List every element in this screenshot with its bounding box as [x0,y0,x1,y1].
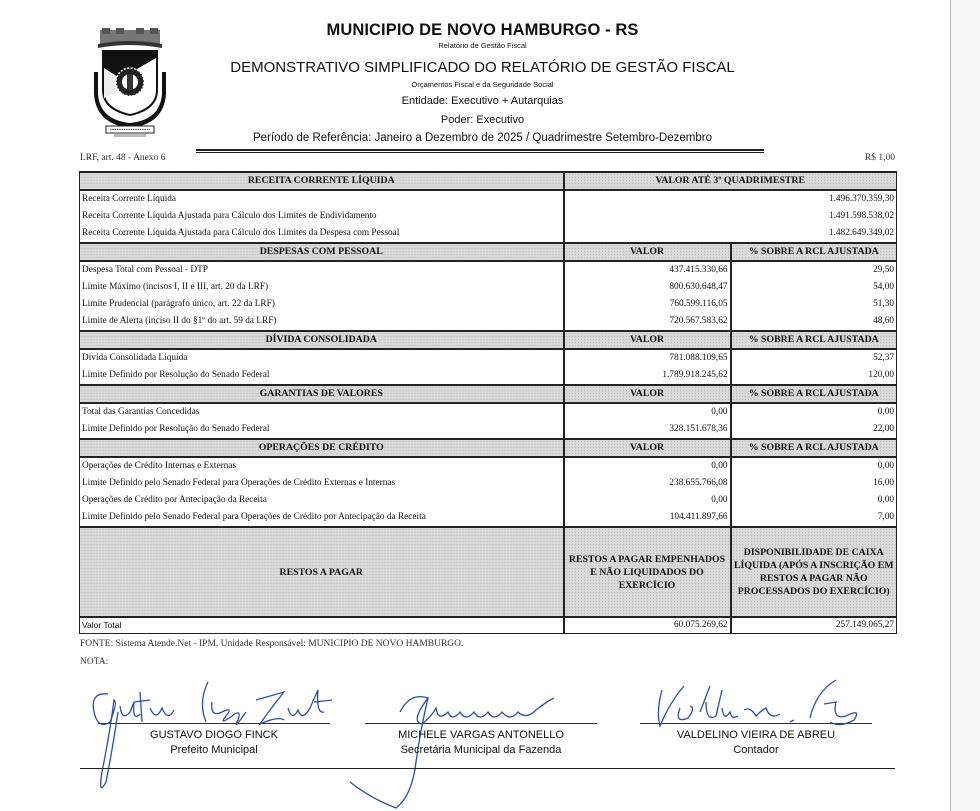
row-label: Limite Definido por Resolução do Senado Federal [80,421,564,439]
col-empenhados-header: RESTOS A PAGAR EMPENHADOS E NÃO LIQUIDADOS DO EXERCÍCIO [564,527,731,617]
section-header-restos [80,527,897,617]
col-pct-header: % SOBRE A RCL AJUSTADA [731,385,897,403]
row-label: Receita Corrente Líquida Ajustada para Cálculo dos Limites de Endividamento [80,208,564,225]
signature-block-2 [365,728,597,758]
table-row [80,457,897,475]
row-value: 760.599.116,05 [564,296,731,313]
garantias-header: GARANTIAS DE VALORES [80,385,564,403]
total-disponibilidade: 257.149.065,27 [731,617,897,634]
row-label: Receita Corrente Líquida [80,190,564,208]
table-row [80,313,897,331]
signature-valdelino-icon [640,672,890,732]
row-value: 1.482.649.349,02 [564,225,897,243]
row-label: Total das Garantias Concedidas [80,403,564,421]
table-row [80,349,897,367]
row-label: Receita Corrente Líquida Ajustada para Cálculo dos Limites da Despesa com Pessoal [80,225,564,243]
fiscal-report-table [79,171,897,634]
row-value: 0,00 [564,457,731,475]
row-label: Limite Definido por Resolução do Senado Federal [80,367,564,385]
header-divider [196,149,764,153]
signer-name: GUSTAVO DIOGO FINCK [150,729,278,741]
row-label: Despesa Total com Pessoal - DTP [80,261,564,279]
table-row [80,279,897,296]
row-value: 1.491.598.538,02 [564,208,897,225]
row-pct: 52,37 [731,349,897,367]
table-row [80,403,897,421]
viewer-margin [950,0,980,811]
currency-unit: R$ 1,00 [864,153,895,163]
row-label: Operações de Crédito por Antecipação da Receita [80,492,564,509]
section-header-rcl [80,172,897,190]
operacoes-header: OPERAÇÕES DE CRÉDITO [80,439,564,457]
row-pct: 54,00 [731,279,897,296]
municipality-title: MUNICIPIO DE NOVO HAMBURGO - RS [326,21,639,39]
row-value: 1.789.918.245,62 [564,367,731,385]
col-valor-header: VALOR [564,385,731,403]
row-value: 800.630.648,47 [564,279,731,296]
row-pct: 0,00 [731,403,897,421]
row-value: 0,00 [564,403,731,421]
table-row [80,190,897,208]
rcl-header: RECEITA CORRENTE LÍQUIDA [80,172,564,190]
col-disponibilidade-header: DISPONIBILIDADE DE CAIXA LÍQUIDA (APÓS A INSCRIÇÃO EM RESTOS A PAGAR NÃO PROCESSADOS DO EXERCÍCIO) [731,527,897,617]
table-row [80,421,897,439]
power-label: Poder: Executivo [440,114,525,126]
table-row [80,509,897,527]
row-value: 720.567.583,62 [564,313,731,331]
col-pct-header: % SOBRE A RCL AJUSTADA [731,439,897,457]
col-valor-header: VALOR [564,243,731,261]
total-empenhados: 60.075.269,62 [564,617,731,634]
section-header-divida [80,331,897,349]
budgets-subtitle: Orçamentos Fiscal e da Seguridade Social [411,80,554,89]
row-pct: 120,00 [731,367,897,385]
table-row [80,208,897,225]
document-title: DEMONSTRATIVO SIMPLIFICADO DO RELATÓRIO DE GESTÃO FISCAL [230,59,735,76]
signer-role: Prefeito Municipal [170,744,258,756]
row-label: Limite Prudencial (parágrafo único, art. 22 da LRF) [80,296,564,313]
table-row [80,225,897,243]
row-pct: 7,00 [731,509,897,527]
row-value: 437.415.330,66 [564,261,731,279]
row-label: Limite Máximo (incisos I, II e III, art. 20 da LRF) [80,279,564,296]
row-value: 1.496.370.359,30 [564,190,897,208]
col-pct-header: % SOBRE A RCL AJUSTADA [731,331,897,349]
rcl-value-header: VALOR ATÉ 3º QUADRIMESTRE [564,172,897,190]
entity-label: Entidade: Executivo + Autarquias [401,95,564,107]
row-value: 0,00 [564,492,731,509]
row-label: Divida Consolidada Liquida [80,349,564,367]
source-note: FONTE: Sistema Atende.Net - IPM, Unidade Responsável: MUNICIPIO DE NOVO HAMBURGO. [80,639,464,649]
note-label: NOTA: [80,657,109,667]
row-value: 781.088.109,65 [564,349,731,367]
row-value: 328.151.678,36 [564,421,731,439]
signer-role: Secretária Municipal da Fazenda [400,744,562,756]
row-label: Limite de Alerta (inciso II do §1º do art. 59 da LRF) [80,313,564,331]
table-row [80,492,897,509]
row-pct: 29,50 [731,261,897,279]
table-row [80,296,897,313]
col-pct-header: % SOBRE A RCL AJUSTADA [731,243,897,261]
bottom-divider [80,768,895,769]
legal-reference: LRF, art. 48 - Anexo 6 [80,153,166,163]
col-valor-header: VALOR [564,331,731,349]
table-row [80,475,897,492]
row-pct: 48,60 [731,313,897,331]
row-pct: 51,30 [731,296,897,313]
total-label: Valor Total [80,617,564,634]
row-value: 104.411.897,66 [564,509,731,527]
section-header-operacoes [80,439,897,457]
table-row-total [80,617,897,634]
row-pct: 0,00 [731,457,897,475]
signer-name: MICHELE VARGAS ANTONELLO [398,729,564,741]
section-header-despesas [80,243,897,261]
row-label: Operações de Crédito Internas e Externas [80,457,564,475]
row-pct: 16,00 [731,475,897,492]
section-header-garantias [80,385,897,403]
col-valor-header: VALOR [564,439,731,457]
row-pct: 22,00 [731,421,897,439]
municipal-coat-of-arms-icon [92,28,168,138]
signer-name: VALDELINO VIEIRA DE ABREU [676,729,836,741]
despesas-header: DESPESAS COM PESSOAL [80,243,564,261]
report-name: Relatório de Gestão Fiscal [438,41,527,50]
reference-period: Período de Referência: Janeiro a Dezembro de 2025 / Quadrimestre Setembro-Dezembro [253,132,712,144]
signature-block-3 [640,728,872,758]
restos-header: RESTOS A PAGAR [80,527,564,617]
divida-header: DÍVIDA CONSOLIDADA [80,331,564,349]
table-row [80,367,897,385]
signature-block-1 [98,728,330,758]
row-pct: 0,00 [731,492,897,509]
row-value: 238.655.766,08 [564,475,731,492]
table-row [80,261,897,279]
signer-role: Contador [733,744,779,756]
row-label: Limite Definido pelo Senado Federal para Operações de Crédito por Antecipação da Receita [80,509,564,527]
row-label: Limite Definido pelo Senado Federal para Operações de Crédito Externas e Internas [80,475,564,492]
